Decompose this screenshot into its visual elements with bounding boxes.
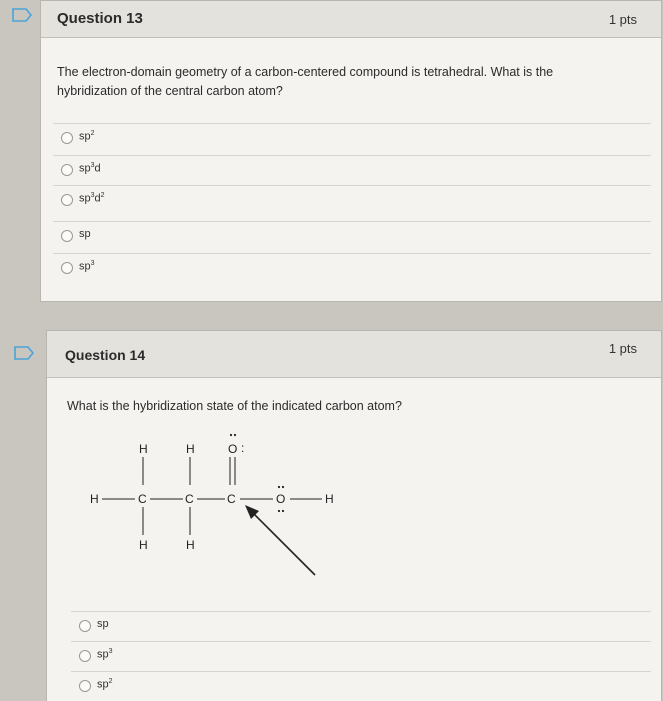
- answer-label: $sp^3$: [79, 260, 95, 273]
- atom-h-top-2: H: [186, 442, 195, 456]
- radio-button[interactable]: [61, 230, 73, 242]
- atom-h-bottom-2: H: [186, 538, 195, 552]
- lone-pair-dot: [278, 510, 280, 512]
- lone-pair-dot: [234, 434, 236, 436]
- question-13-header: [41, 1, 661, 38]
- lone-pair-right: :: [241, 441, 245, 455]
- radio-button[interactable]: [79, 620, 91, 632]
- atom-h-bottom-1: H: [139, 538, 148, 552]
- flag-icon[interactable]: [14, 346, 34, 360]
- answer-label: $sp^3d$: [79, 162, 101, 175]
- question-13-text: The electron-domain geometry of a carbon-centered compound is tetrahedral. What is the hybridization of the central carbon atom?: [57, 65, 554, 98]
- answer-option[interactable]: [53, 253, 651, 282]
- answer-label: sp: [97, 618, 109, 630]
- answer-label: sp: [79, 228, 91, 240]
- question-13-title: Question 13: [57, 10, 143, 27]
- atom-c-3-indicated: C: [227, 492, 236, 506]
- question-14-card: [46, 330, 662, 701]
- flag-icon[interactable]: [12, 8, 32, 22]
- atom-c-1: C: [138, 492, 147, 506]
- question-14-header: [47, 331, 661, 378]
- lone-pair-dot: [282, 510, 284, 512]
- answer-option[interactable]: [53, 221, 651, 250]
- atom-o-hydroxyl: O: [276, 492, 286, 506]
- answer-option[interactable]: [53, 185, 651, 214]
- radio-button[interactable]: [79, 650, 91, 662]
- answer-label: $sp^3d^2$: [79, 192, 105, 205]
- question-14-points: 1 pts: [608, 341, 637, 356]
- atom-c-2: C: [185, 492, 194, 506]
- atom-h-right: H: [325, 492, 334, 506]
- atom-o-carbonyl: O: [228, 442, 238, 456]
- atom-h-top-1: H: [139, 442, 148, 456]
- answer-label: $sp^2$: [79, 130, 95, 143]
- radio-button[interactable]: [61, 164, 73, 176]
- answer-option[interactable]: [71, 611, 651, 640]
- radio-button[interactable]: [61, 194, 73, 206]
- indicator-arrow: [253, 513, 315, 575]
- atom-h-left: H: [90, 492, 99, 506]
- question-13-card: [40, 0, 662, 302]
- answer-option[interactable]: [53, 155, 651, 184]
- answer-label: $sp^2$: [97, 678, 113, 691]
- chemical-structure: [47, 427, 367, 587]
- lone-pair-dot: [230, 434, 232, 436]
- lone-pair-dot: [282, 486, 284, 488]
- answer-option[interactable]: [53, 123, 651, 152]
- answer-option[interactable]: [71, 641, 651, 670]
- question-14-title: Question 14: [65, 347, 146, 363]
- radio-button[interactable]: [61, 132, 73, 144]
- question-14-text: What is the hybridization state of the indicated carbon atom?: [67, 399, 402, 413]
- radio-button[interactable]: [79, 680, 91, 692]
- question-13-points: 1 pts: [608, 12, 637, 27]
- answer-label: $sp^3$: [97, 648, 113, 661]
- lone-pair-dot: [278, 486, 280, 488]
- radio-button[interactable]: [61, 262, 73, 274]
- answer-option[interactable]: [71, 671, 651, 700]
